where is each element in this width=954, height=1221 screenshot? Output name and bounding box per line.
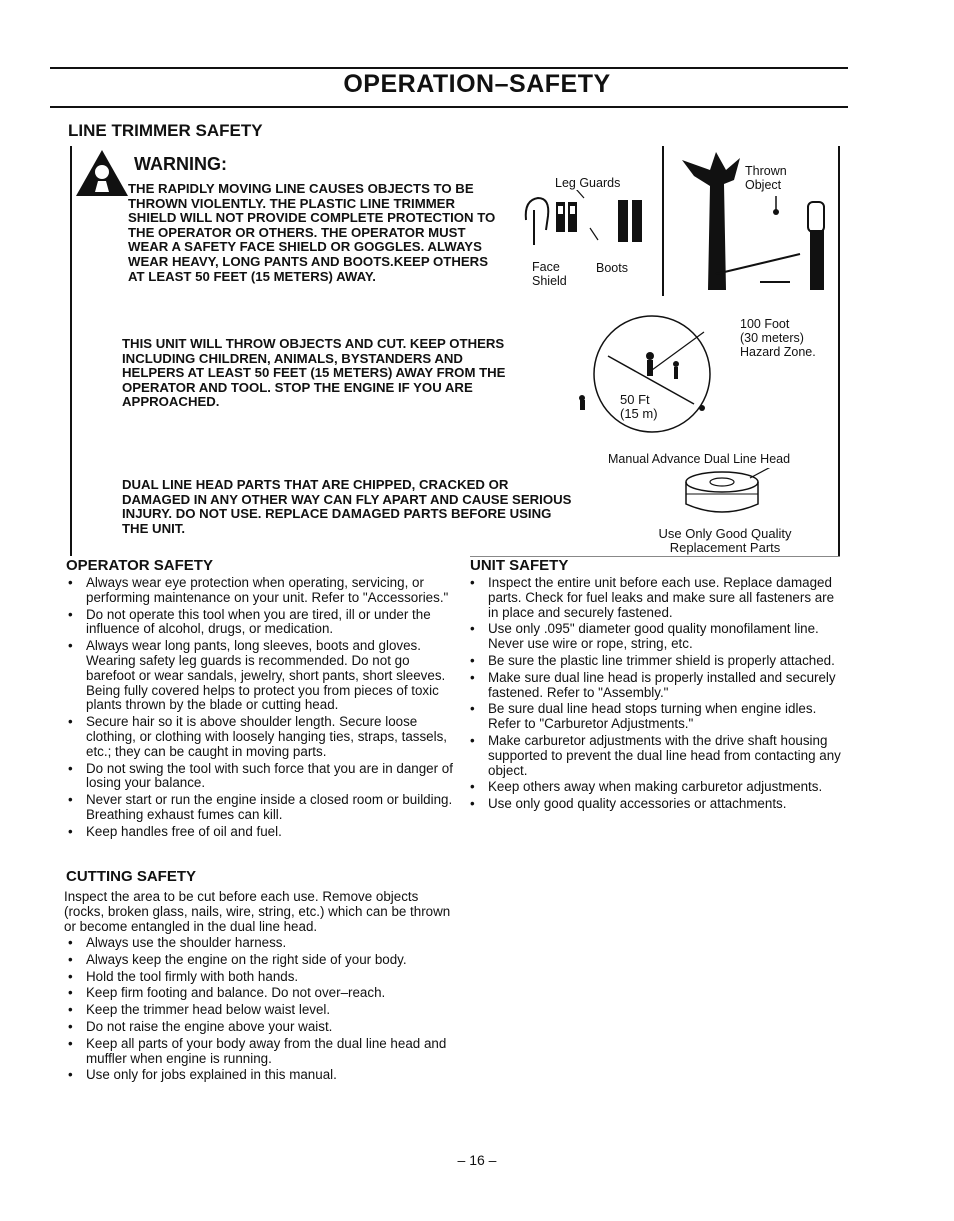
operator-safety-list [64, 576, 456, 842]
list-item: • Make sure dual line head is properly installed and securely fastened. Refer to "Assembly." [466, 671, 844, 701]
dual-line-head-illustration [670, 468, 790, 526]
list-item: • Keep others away when making carburetor adjustments. [466, 780, 844, 795]
list-item: • Do not swing the tool with such force that you are in danger of losing your balance. [64, 762, 456, 792]
list-item: • Be sure dual line head stops turning when engine idles. Refer to "Carburetor Adjustments." [466, 702, 844, 732]
list-item: • Keep all parts of your body away from the dual line head and muffler when engine is running. [64, 1037, 456, 1067]
throw-warning-text: THIS UNIT WILL THROW OBJECTS AND CUT. KEEP OTHERS INCLUDING CHILDREN, ANIMALS, BYSTANDERS AND HELPERS AT LEAST 50 FEET (15 METERS) AWAY FROM THE OPERATOR AND TOOL. STOP THE ENGINE IF YOU ARE APPROACHED. [122, 336, 506, 410]
list-item: • Secure hair so it is above shoulder length. Secure loose clothing, or clothing with loosely hanging ties, straps, tassels, etc.; they can be caught in moving parts. [64, 715, 456, 759]
dual-line-head-label: Manual Advance Dual Line Head [608, 452, 791, 466]
figure-divider [662, 146, 664, 296]
list-item: • Keep handles free of oil and fuel. [64, 825, 456, 840]
list-item: • Inspect the entire unit before each use. Replace damaged parts. Check for fuel leaks and make sure all fasteners are in place and securely fastened. [466, 576, 844, 620]
list-item: • Never start or run the engine inside a closed room or building. Breathing exhaust fumes can kill. [64, 793, 456, 823]
leg-guards-label: Leg Guards [555, 176, 621, 190]
cutting-safety-list [64, 936, 456, 1085]
operator-safety-heading: OPERATOR SAFETY [66, 557, 213, 574]
title-underline [50, 106, 848, 108]
warning-title: WARNING: [134, 154, 227, 174]
unit-safety-heading: UNIT SAFETY [470, 557, 569, 574]
warning-triangle-icon [74, 148, 130, 198]
list-item: • Always keep the engine on the right side of your body. [64, 953, 456, 968]
list-item: • Do not operate this tool when you are tired, ill or under the influence of alcohol, drugs, or medication. [64, 608, 456, 638]
line-trimmer-safety-heading: LINE TRIMMER SAFETY [68, 121, 263, 140]
damaged-parts-warning-text: DUAL LINE HEAD PARTS THAT ARE CHIPPED, CRACKED OR DAMAGED IN ANY OTHER WAY CAN FLY APART AND CAUSE SERIOUS INJURY. DO NOT USE. REPLACE DAMAGED PARTS BEFORE USING THE UNIT. [122, 477, 572, 536]
list-item: • Do not raise the engine above your waist. [64, 1020, 456, 1035]
fifty-ft-label: 50 Ft (15 m) [620, 392, 658, 421]
list-item: • Keep firm footing and balance. Do not over–reach. [64, 986, 456, 1001]
warning-box-right [838, 146, 840, 556]
page-title: OPERATION–SAFETY [343, 70, 611, 98]
page-number: – 16 – [457, 1152, 497, 1168]
boots-label: Boots [596, 261, 628, 275]
list-item: • Use only for jobs explained in this manual. [64, 1068, 456, 1083]
hazard-zone-label: 100 Foot (30 meters) Hazard Zone. [740, 317, 816, 359]
cutting-safety-intro: Inspect the area to be cut before each use. Remove objects (rocks, broken glass, nails, wire, string, etc.) which can be thrown or become entangled in the dual line head. [64, 889, 451, 934]
list-item: • Make carburetor adjustments with the drive shaft housing supported to prevent the dual line head from contacting any object. [466, 734, 844, 778]
list-item: • Always wear long pants, long sleeves, boots and gloves. Wearing safety leg guards is recommended. Do not go barefoot or wear sandals, jewelry, short pants, short sleeves. Being fully covered helps to protect you from pieces of toxic plants thrown by the blade or cutting head. [64, 639, 456, 713]
warning-text: THE RAPIDLY MOVING LINE CAUSES OBJECTS TO BE THROWN VIOLENTLY. THE PLASTIC LINE TRIMMER SHIELD WILL NOT PROVIDE COMPLETE PROTECTION TO THE OPERATOR OR OTHERS. THE OPERATOR MUST WEAR A SAFETY FACE SHIELD OR GOGGLES. ALWAYS WEAR HEAVY, LONG PANTS AND BOOTS.KEEP OTHERS AT LEAST 50 FEET (15 METERS) AWAY. [128, 181, 496, 284]
replacement-parts-label: Use Only Good Quality Replacement Parts [658, 526, 792, 555]
top-rule [50, 67, 848, 69]
list-item: • Use only good quality accessories or attachments. [466, 797, 844, 812]
face-shield-label: Face Shield [532, 260, 567, 288]
list-item: • Be sure the plastic line trimmer shield is properly attached. [466, 654, 844, 669]
unit-safety-list [466, 576, 844, 814]
list-item: • Keep the trimmer head below waist level. [64, 1003, 456, 1018]
cutting-safety-heading: CUTTING SAFETY [66, 868, 196, 885]
warning-box-left [70, 146, 72, 556]
list-item: • Hold the tool firmly with both hands. [64, 970, 456, 985]
list-item: • Use only .095" diameter good quality monofilament line. Never use wire or rope, string, etc. [466, 622, 844, 652]
thrown-object-label: Thrown Object [745, 164, 787, 192]
protective-gear-illustration [520, 190, 660, 270]
list-item: • Always use the shoulder harness. [64, 936, 456, 951]
list-item: • Always wear eye protection when operating, servicing, or performing maintenance on your unit. Refer to "Accessories." [64, 576, 456, 606]
